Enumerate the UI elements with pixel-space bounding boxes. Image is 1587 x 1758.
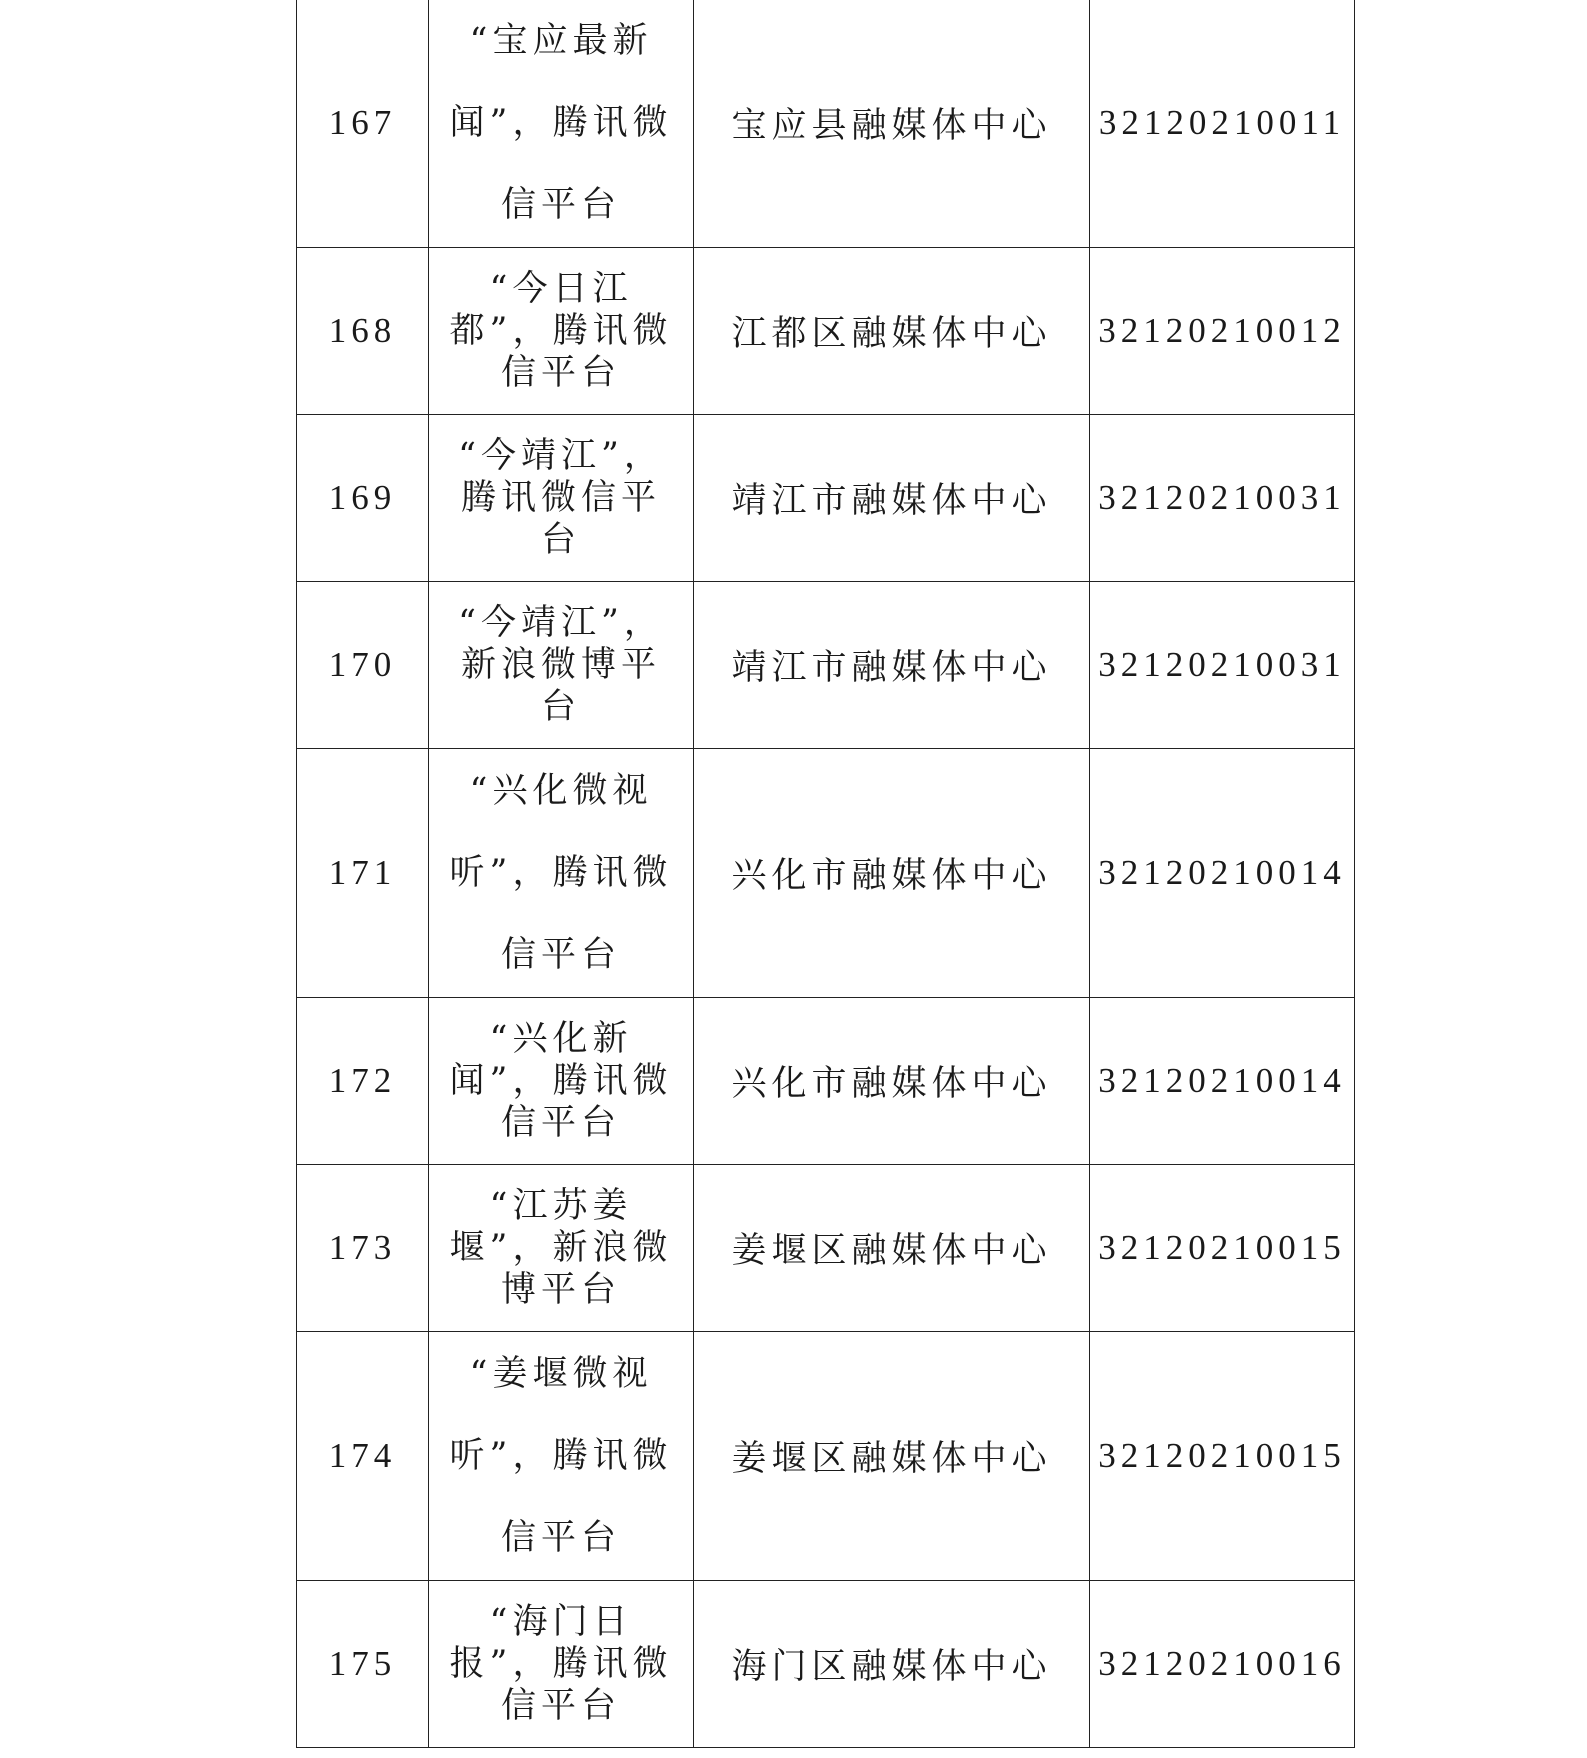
account-name	[429, 582, 694, 749]
table-row	[297, 1581, 1355, 1748]
table-row	[297, 248, 1355, 415]
row-number: 170	[297, 582, 429, 749]
registration-code: 32120210015	[1090, 1332, 1355, 1581]
registration-code: 32120210014	[1090, 749, 1355, 998]
registry-table	[296, 0, 1355, 1748]
registration-code: 32120210012	[1090, 248, 1355, 415]
account-name-text: “海门日报”，腾讯微信平台	[449, 1602, 673, 1726]
registry-table-body	[297, 0, 1355, 1748]
account-name	[429, 248, 694, 415]
organization-name: 兴化市融媒体中心	[694, 749, 1090, 998]
account-name-text: “兴化微视听”，腾讯微信平台	[449, 771, 673, 975]
account-name	[429, 0, 694, 248]
table-row	[297, 582, 1355, 749]
account-name	[429, 1581, 694, 1748]
account-name	[429, 998, 694, 1165]
row-number: 173	[297, 1165, 429, 1332]
row-number: 171	[297, 749, 429, 998]
row-number: 174	[297, 1332, 429, 1581]
account-name-text: “姜堰微视听”，腾讯微信平台	[449, 1354, 673, 1558]
account-name-text: “江苏姜堰”，新浪微博平台	[449, 1186, 673, 1310]
organization-name: 海门区融媒体中心	[694, 1581, 1090, 1748]
row-number: 167	[297, 0, 429, 248]
table-row	[297, 1165, 1355, 1332]
registration-code: 32120210031	[1090, 415, 1355, 582]
account-name	[429, 749, 694, 998]
account-name-text: “今靖江”，腾讯微信平台	[458, 436, 664, 560]
registration-code: 32120210016	[1090, 1581, 1355, 1748]
account-name	[429, 415, 694, 582]
table-row	[297, 1332, 1355, 1581]
organization-name: 江都区融媒体中心	[694, 248, 1090, 415]
table-row	[297, 998, 1355, 1165]
account-name-text: “今靖江”，新浪微博平台	[458, 603, 664, 727]
table-row	[297, 749, 1355, 998]
organization-name: 靖江市融媒体中心	[694, 415, 1090, 582]
organization-name: 姜堰区融媒体中心	[694, 1165, 1090, 1332]
table-row	[297, 415, 1355, 582]
account-name-text: “兴化新闻”，腾讯微信平台	[449, 1019, 673, 1143]
row-number: 169	[297, 415, 429, 582]
row-number: 172	[297, 998, 429, 1165]
row-number: 168	[297, 248, 429, 415]
account-name	[429, 1332, 694, 1581]
table-row	[297, 0, 1355, 248]
account-name	[429, 1165, 694, 1332]
account-name-text: “宝应最新闻”，腾讯微信平台	[449, 21, 673, 225]
account-name-text: “今日江都”，腾讯微信平台	[449, 269, 673, 393]
organization-name: 姜堰区融媒体中心	[694, 1332, 1090, 1581]
row-number: 175	[297, 1581, 429, 1748]
registration-code: 32120210011	[1090, 0, 1355, 248]
registration-code: 32120210031	[1090, 582, 1355, 749]
registration-code: 32120210014	[1090, 998, 1355, 1165]
registration-code: 32120210015	[1090, 1165, 1355, 1332]
organization-name: 兴化市融媒体中心	[694, 998, 1090, 1165]
organization-name: 宝应县融媒体中心	[694, 0, 1090, 248]
organization-name: 靖江市融媒体中心	[694, 582, 1090, 749]
